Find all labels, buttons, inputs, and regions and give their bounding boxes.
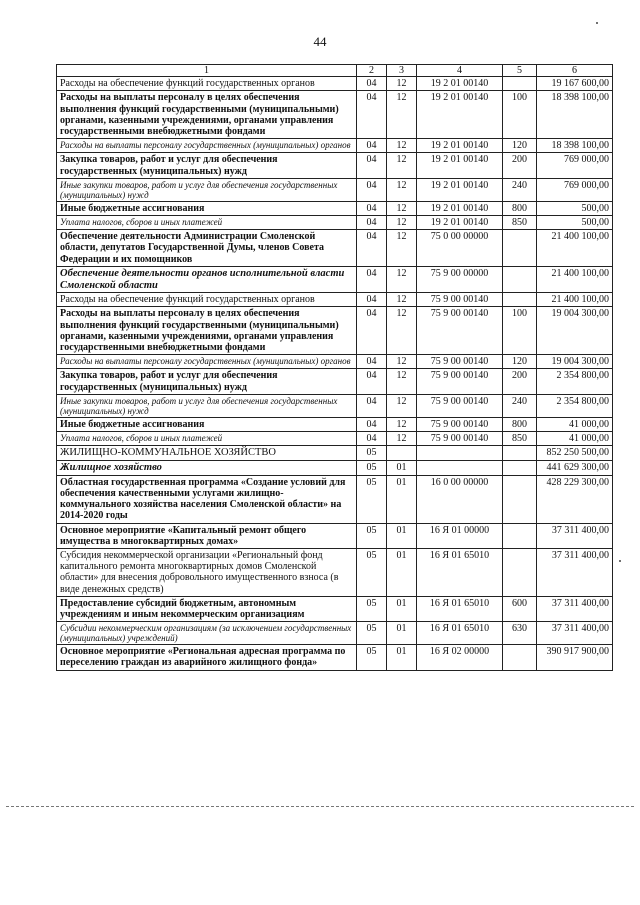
row-target-code-cell (417, 461, 503, 476)
row-subsection-cell: 12 (387, 432, 417, 446)
row-expense-type-cell (503, 293, 537, 307)
row-amount-cell: 37 311 400,00 (537, 622, 613, 645)
row-amount-cell: 18 398 100,00 (537, 91, 613, 139)
row-section-cell: 05 (357, 475, 387, 523)
row-target-code-cell: 16 Я 01 00000 (417, 523, 503, 548)
row-amount-cell: 2 354 800,00 (537, 394, 613, 417)
table-row (57, 153, 613, 178)
row-name-cell: Областная государственная программа «Создание условий для обеспечения качественными услугами жилищно-коммунального хозяйства населения Смоленской области» на 2014-2020 годы (57, 475, 357, 523)
row-subsection-cell: 12 (387, 216, 417, 230)
row-section-cell: 04 (357, 369, 387, 394)
row-amount-cell: 500,00 (537, 216, 613, 230)
row-target-code-cell (417, 446, 503, 461)
row-section-cell: 05 (357, 596, 387, 621)
row-amount-cell: 500,00 (537, 201, 613, 215)
table-row (57, 369, 613, 394)
row-subsection-cell: 12 (387, 307, 417, 355)
row-subsection-cell: 12 (387, 394, 417, 417)
row-expense-type-cell: 100 (503, 91, 537, 139)
budget-table (56, 64, 613, 671)
column-header-expense-type: 5 (503, 65, 537, 77)
row-target-code-cell: 16 Я 01 65010 (417, 596, 503, 621)
row-name-cell: Расходы на выплаты персоналу государственных (муниципальных) органов (57, 355, 357, 369)
row-amount-cell: 18 398 100,00 (537, 139, 613, 153)
row-section-cell: 05 (357, 523, 387, 548)
row-name-cell: Иные бюджетные ассигнования (57, 417, 357, 431)
row-name-cell: Жилищное хозяйство (57, 461, 357, 476)
row-section-cell: 04 (357, 394, 387, 417)
row-name-cell: Закупка товаров, работ и услуг для обеспечения государственных (муниципальных) нужд (57, 369, 357, 394)
row-target-code-cell: 75 9 00 00140 (417, 394, 503, 417)
row-target-code-cell: 19 2 01 00140 (417, 77, 503, 91)
row-section-cell: 04 (357, 178, 387, 201)
row-section-cell: 04 (357, 77, 387, 91)
row-target-code-cell: 75 9 00 00140 (417, 432, 503, 446)
table-row (57, 394, 613, 417)
row-expense-type-cell: 200 (503, 153, 537, 178)
table-row (57, 475, 613, 523)
row-section-cell: 05 (357, 645, 387, 670)
table-row (57, 139, 613, 153)
row-target-code-cell: 16 Я 01 65010 (417, 622, 503, 645)
row-section-cell: 04 (357, 139, 387, 153)
table-row (57, 596, 613, 621)
row-name-cell: Обеспечение деятельности органов исполнительной власти Смоленской области (57, 266, 357, 293)
row-expense-type-cell: 600 (503, 596, 537, 621)
row-amount-cell: 769 000,00 (537, 153, 613, 178)
row-name-cell: Иные закупки товаров, работ и услуг для обеспечения государственных (муниципальных) нужд (57, 394, 357, 417)
row-section-cell: 04 (357, 417, 387, 431)
row-target-code-cell: 75 9 00 00140 (417, 293, 503, 307)
row-subsection-cell: 01 (387, 596, 417, 621)
row-expense-type-cell (503, 523, 537, 548)
row-target-code-cell: 75 9 00 00140 (417, 369, 503, 394)
table-row (57, 461, 613, 476)
row-subsection-cell: 01 (387, 622, 417, 645)
row-section-cell: 04 (357, 216, 387, 230)
row-expense-type-cell (503, 446, 537, 461)
row-amount-cell: 428 229 300,00 (537, 475, 613, 523)
row-expense-type-cell: 120 (503, 355, 537, 369)
row-name-cell: Уплата налогов, сборов и иных платежей (57, 216, 357, 230)
row-expense-type-cell (503, 475, 537, 523)
row-expense-type-cell: 800 (503, 417, 537, 431)
row-amount-cell: 852 250 500,00 (537, 446, 613, 461)
row-target-code-cell: 75 9 00 00140 (417, 355, 503, 369)
row-name-cell: Расходы на выплаты персоналу в целях обеспечения выполнения функций государственными (муниципальными) органами, казенными учреждениями, органами управления государственными внебюджетными фондами (57, 91, 357, 139)
row-subsection-cell: 12 (387, 293, 417, 307)
row-target-code-cell: 19 2 01 00140 (417, 91, 503, 139)
scan-speck (596, 22, 598, 24)
row-name-cell: Закупка товаров, работ и услуг для обеспечения государственных (муниципальных) нужд (57, 153, 357, 178)
row-expense-type-cell (503, 230, 537, 267)
row-amount-cell: 41 000,00 (537, 417, 613, 431)
row-subsection-cell: 12 (387, 369, 417, 394)
row-name-cell: Основное мероприятие «Капитальный ремонт общего имущества в многоквартирных домах» (57, 523, 357, 548)
row-section-cell: 04 (357, 432, 387, 446)
table-row (57, 548, 613, 596)
row-subsection-cell: 12 (387, 77, 417, 91)
row-amount-cell: 21 400 100,00 (537, 266, 613, 293)
row-target-code-cell: 75 9 00 00140 (417, 417, 503, 431)
row-amount-cell: 19 167 600,00 (537, 77, 613, 91)
column-header-target-code: 4 (417, 65, 503, 77)
row-target-code-cell: 19 2 01 00140 (417, 178, 503, 201)
row-subsection-cell (387, 446, 417, 461)
row-expense-type-cell: 240 (503, 178, 537, 201)
table-header-row (57, 65, 613, 77)
row-subsection-cell: 12 (387, 355, 417, 369)
row-name-cell: Субсидия некоммерческой организации «Региональный фонд капитального ремонта многоквартирных домов Смоленской области» для внесения добровольного имущественного взноса (в виде денежных средств) (57, 548, 357, 596)
table-row (57, 77, 613, 91)
row-subsection-cell: 12 (387, 139, 417, 153)
row-amount-cell: 41 000,00 (537, 432, 613, 446)
column-header-subsection: 3 (387, 65, 417, 77)
row-target-code-cell: 16 Я 02 00000 (417, 645, 503, 670)
row-section-cell: 04 (357, 307, 387, 355)
row-amount-cell: 37 311 400,00 (537, 523, 613, 548)
row-name-cell: ЖИЛИЩНО-КОММУНАЛЬНОЕ ХОЗЯЙСТВО (57, 446, 357, 461)
row-target-code-cell: 75 9 00 00140 (417, 307, 503, 355)
row-target-code-cell: 19 2 01 00140 (417, 153, 503, 178)
row-section-cell: 04 (357, 293, 387, 307)
row-expense-type-cell (503, 548, 537, 596)
table-row (57, 266, 613, 293)
column-header-amount: 6 (537, 65, 613, 77)
row-target-code-cell: 75 9 00 00000 (417, 266, 503, 293)
row-subsection-cell: 01 (387, 548, 417, 596)
row-expense-type-cell (503, 645, 537, 670)
row-expense-type-cell: 100 (503, 307, 537, 355)
row-subsection-cell: 01 (387, 523, 417, 548)
row-amount-cell: 19 004 300,00 (537, 355, 613, 369)
row-section-cell: 04 (357, 266, 387, 293)
row-expense-type-cell: 630 (503, 622, 537, 645)
table-row (57, 307, 613, 355)
row-section-cell: 04 (357, 153, 387, 178)
row-section-cell: 05 (357, 622, 387, 645)
row-subsection-cell: 12 (387, 91, 417, 139)
row-amount-cell: 19 004 300,00 (537, 307, 613, 355)
row-subsection-cell: 12 (387, 230, 417, 267)
row-name-cell: Предоставление субсидий бюджетным, автономным учреждениям и иным некоммерческим организациям (57, 596, 357, 621)
row-expense-type-cell (503, 461, 537, 476)
row-section-cell: 05 (357, 461, 387, 476)
page-number: 44 (313, 34, 327, 49)
row-subsection-cell: 01 (387, 645, 417, 670)
row-section-cell: 04 (357, 91, 387, 139)
row-name-cell: Иные закупки товаров, работ и услуг для обеспечения государственных (муниципальных) нужд (57, 178, 357, 201)
row-name-cell: Расходы на выплаты персоналу в целях обеспечения выполнения функций государственными (муниципальными) органами, казенными учреждениями, органами управления государственными внебюджетными фондами (57, 307, 357, 355)
table-row (57, 622, 613, 645)
row-section-cell: 05 (357, 548, 387, 596)
row-amount-cell: 390 917 900,00 (537, 645, 613, 670)
column-header-name: 1 (57, 65, 357, 77)
row-amount-cell: 21 400 100,00 (537, 293, 613, 307)
row-name-cell: Субсидии некоммерческим организациям (за исключением государственных (муниципальных) учреждений) (57, 622, 357, 645)
row-section-cell: 04 (357, 355, 387, 369)
row-name-cell: Уплата налогов, сборов и иных платежей (57, 432, 357, 446)
page-cut-line (6, 806, 634, 807)
row-target-code-cell: 19 2 01 00140 (417, 216, 503, 230)
row-name-cell: Расходы на обеспечение функций государственных органов (57, 77, 357, 91)
row-subsection-cell: 12 (387, 266, 417, 293)
row-name-cell: Расходы на выплаты персоналу государственных (муниципальных) органов (57, 139, 357, 153)
row-amount-cell: 441 629 300,00 (537, 461, 613, 476)
table-row (57, 417, 613, 431)
row-section-cell: 05 (357, 446, 387, 461)
table-row (57, 230, 613, 267)
row-subsection-cell: 12 (387, 201, 417, 215)
row-name-cell: Иные бюджетные ассигнования (57, 201, 357, 215)
table-row (57, 91, 613, 139)
table-row (57, 216, 613, 230)
row-target-code-cell: 19 2 01 00140 (417, 201, 503, 215)
table-row (57, 523, 613, 548)
row-amount-cell: 37 311 400,00 (537, 596, 613, 621)
row-target-code-cell: 19 2 01 00140 (417, 139, 503, 153)
row-subsection-cell: 12 (387, 417, 417, 431)
row-expense-type-cell: 850 (503, 216, 537, 230)
table-row (57, 432, 613, 446)
table-row (57, 201, 613, 215)
row-section-cell: 04 (357, 201, 387, 215)
row-expense-type-cell (503, 77, 537, 91)
row-amount-cell: 21 400 100,00 (537, 230, 613, 267)
row-target-code-cell: 16 0 00 00000 (417, 475, 503, 523)
row-subsection-cell: 01 (387, 461, 417, 476)
row-expense-type-cell: 850 (503, 432, 537, 446)
row-expense-type-cell: 120 (503, 139, 537, 153)
row-subsection-cell: 12 (387, 153, 417, 178)
row-expense-type-cell: 240 (503, 394, 537, 417)
row-target-code-cell: 75 0 00 00000 (417, 230, 503, 267)
scan-speck (619, 560, 621, 562)
row-target-code-cell: 16 Я 01 65010 (417, 548, 503, 596)
table-row (57, 355, 613, 369)
table-row (57, 645, 613, 670)
row-name-cell: Основное мероприятие «Региональная адресная программа по переселению граждан из аварийного жилищного фонда» (57, 645, 357, 670)
row-expense-type-cell: 800 (503, 201, 537, 215)
row-amount-cell: 37 311 400,00 (537, 548, 613, 596)
table-row (57, 293, 613, 307)
row-subsection-cell: 12 (387, 178, 417, 201)
row-section-cell: 04 (357, 230, 387, 267)
row-name-cell: Обеспечение деятельности Администрации Смоленской области, депутатов Государственной Думы, членов Совета Федерации и их помощников (57, 230, 357, 267)
table-row (57, 446, 613, 461)
row-name-cell: Расходы на обеспечение функций государственных органов (57, 293, 357, 307)
table-row (57, 178, 613, 201)
row-amount-cell: 2 354 800,00 (537, 369, 613, 394)
row-amount-cell: 769 000,00 (537, 178, 613, 201)
column-header-section: 2 (357, 65, 387, 77)
row-subsection-cell: 01 (387, 475, 417, 523)
row-expense-type-cell (503, 266, 537, 293)
row-expense-type-cell: 200 (503, 369, 537, 394)
